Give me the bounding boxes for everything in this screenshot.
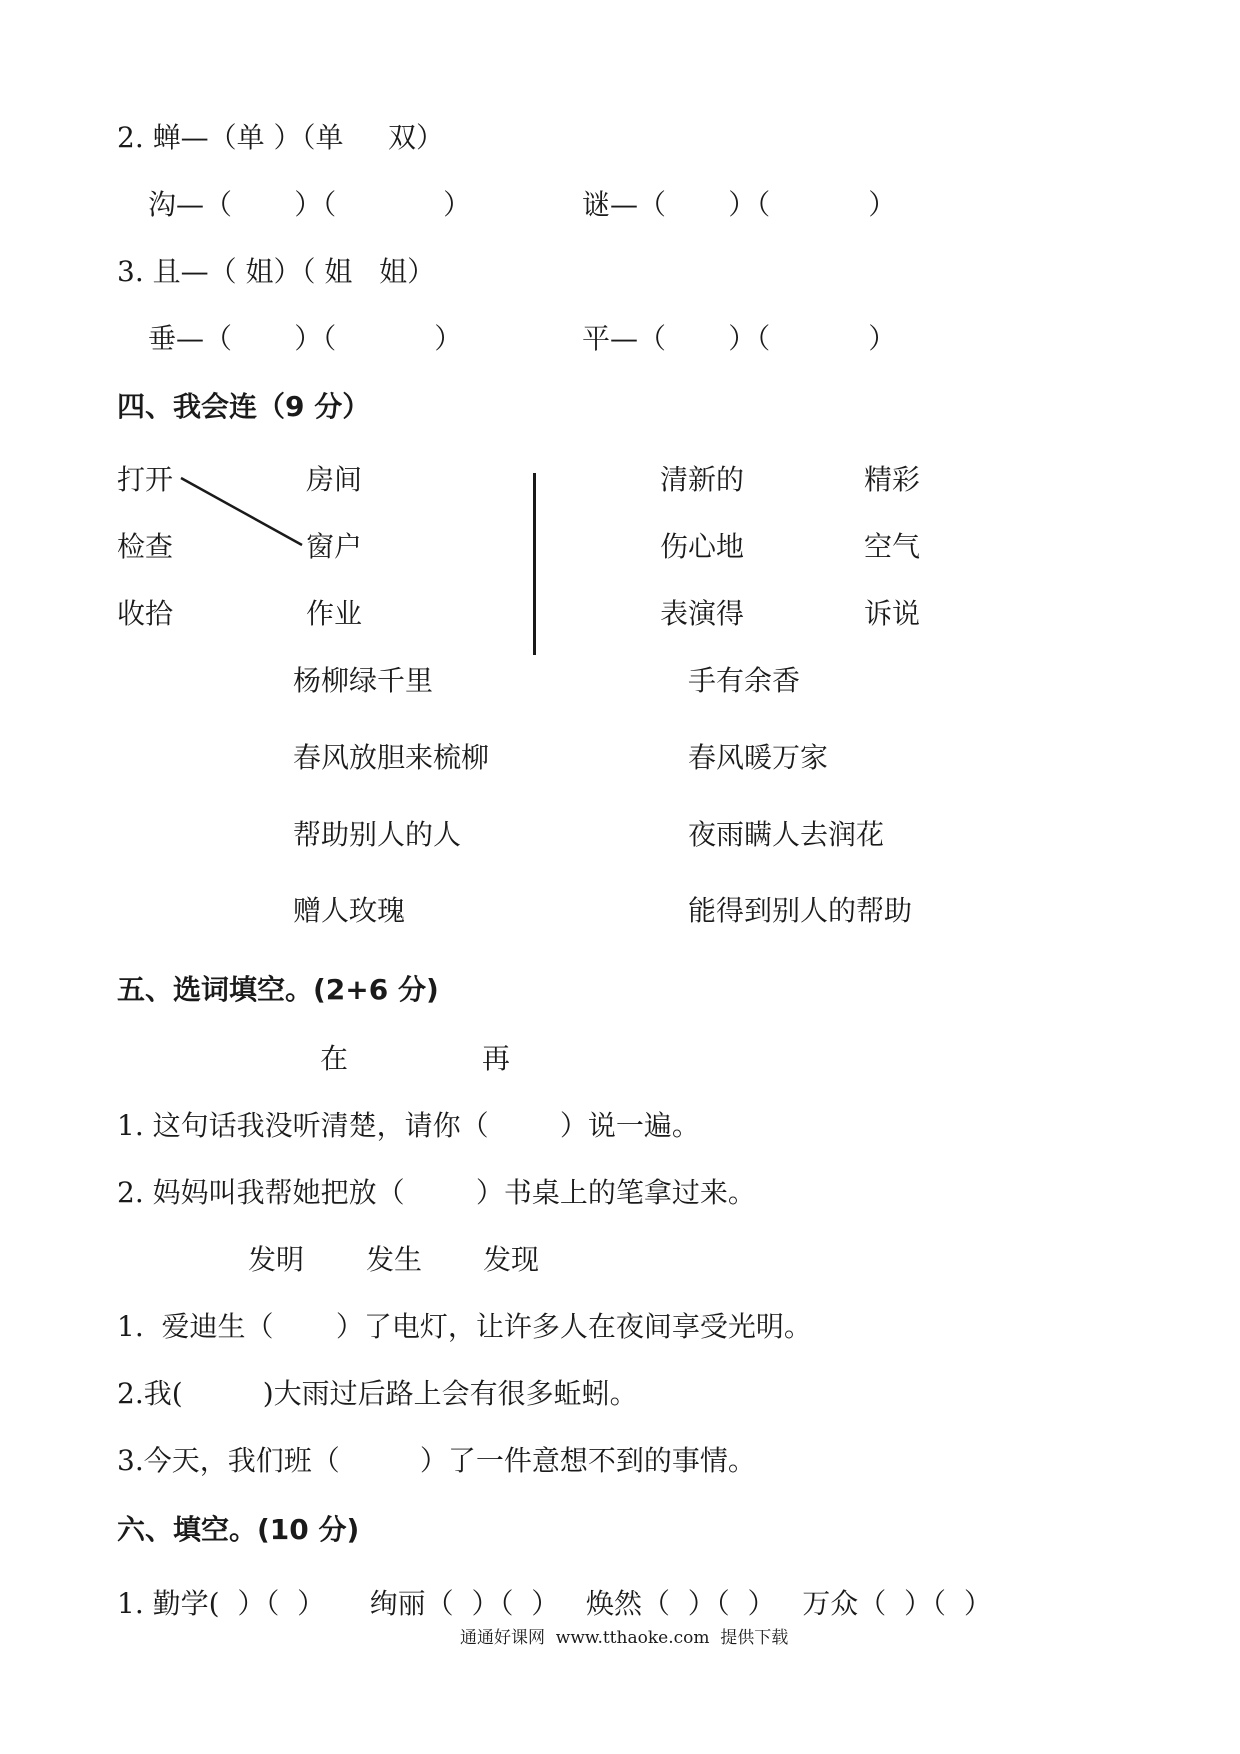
word-choice: 发明 bbox=[248, 1243, 305, 1276]
match-left-word: 打开 bbox=[117, 463, 174, 496]
section5-heading: 五、选词填空。(2+6 分) bbox=[117, 973, 439, 1006]
phrase-left: 春风放胆来梳柳 bbox=[293, 741, 490, 774]
phrase-left: 帮助别人的人 bbox=[293, 818, 462, 851]
match-right-word: 房间 bbox=[306, 463, 363, 496]
q3-item-b: 平—（ ）（ ） bbox=[582, 322, 897, 355]
fill-sentence: 2.我( )大雨过后路上会有很多蚯蚓。 bbox=[117, 1377, 638, 1410]
word-choice: 发生 bbox=[366, 1243, 423, 1276]
fill-idiom-row: 1. 勤学( ）（ ） 绚丽（ ）（ ） 焕然（ ）（ ） 万众（ ）（ ） bbox=[117, 1587, 992, 1620]
match-right-word: 作业 bbox=[306, 597, 363, 630]
match-right-word: 窗户 bbox=[306, 530, 363, 563]
q3-text: 3. 且—（ 姐）（ 姐 姐） bbox=[117, 255, 436, 288]
match-left-word: 收拾 bbox=[117, 597, 174, 630]
fill-sentence: 1. 爱迪生（ ）了电灯，让许多人在夜间享受光明。 bbox=[117, 1310, 812, 1343]
section4-heading: 四、我会连（9 分） bbox=[117, 390, 371, 423]
phrase-right: 手有余香 bbox=[688, 664, 801, 697]
match-left-word: 表演得 bbox=[660, 597, 745, 630]
phrase-right: 春风暖万家 bbox=[688, 741, 829, 774]
q2-item-a: 沟—（ ）（ ） bbox=[148, 188, 472, 221]
word-choice: 再 bbox=[482, 1042, 511, 1075]
word-choice: 在 bbox=[320, 1042, 349, 1075]
match-right-word: 空气 bbox=[864, 530, 921, 563]
section6-heading: 六、填空。(10 分) bbox=[117, 1513, 360, 1546]
phrase-left: 赠人玫瑰 bbox=[293, 894, 406, 927]
match-left-word: 检查 bbox=[117, 530, 174, 563]
word-choice: 发现 bbox=[483, 1243, 540, 1276]
match-left-word: 伤心地 bbox=[660, 530, 745, 563]
fill-sentence: 3.今天，我们班（ ）了一件意想不到的事情。 bbox=[117, 1444, 756, 1477]
match-left-word: 清新的 bbox=[660, 463, 745, 496]
column-divider bbox=[533, 473, 536, 655]
match-right-word: 诉说 bbox=[864, 597, 921, 630]
page-footer: 通通好课网 www.tthaoke.com 提供下载 bbox=[460, 1628, 789, 1648]
q3-item-a: 垂—（ ）（ ） bbox=[148, 322, 463, 355]
q2-item-b: 谜—（ ）（ ） bbox=[582, 188, 897, 221]
phrase-left: 杨柳绿千里 bbox=[293, 664, 434, 697]
phrase-right: 夜雨瞒人去润花 bbox=[688, 818, 885, 851]
phrase-right: 能得到别人的帮助 bbox=[688, 894, 913, 927]
q2-text: 2. 蝉—（单 ）（单 双） bbox=[117, 121, 445, 154]
fill-sentence: 2. 妈妈叫我帮她把放（ ）书桌上的笔拿过来。 bbox=[117, 1176, 756, 1209]
match-right-word: 精彩 bbox=[864, 463, 921, 496]
fill-sentence: 1. 这句话我没听清楚，请你（ ）说一遍。 bbox=[117, 1109, 700, 1142]
